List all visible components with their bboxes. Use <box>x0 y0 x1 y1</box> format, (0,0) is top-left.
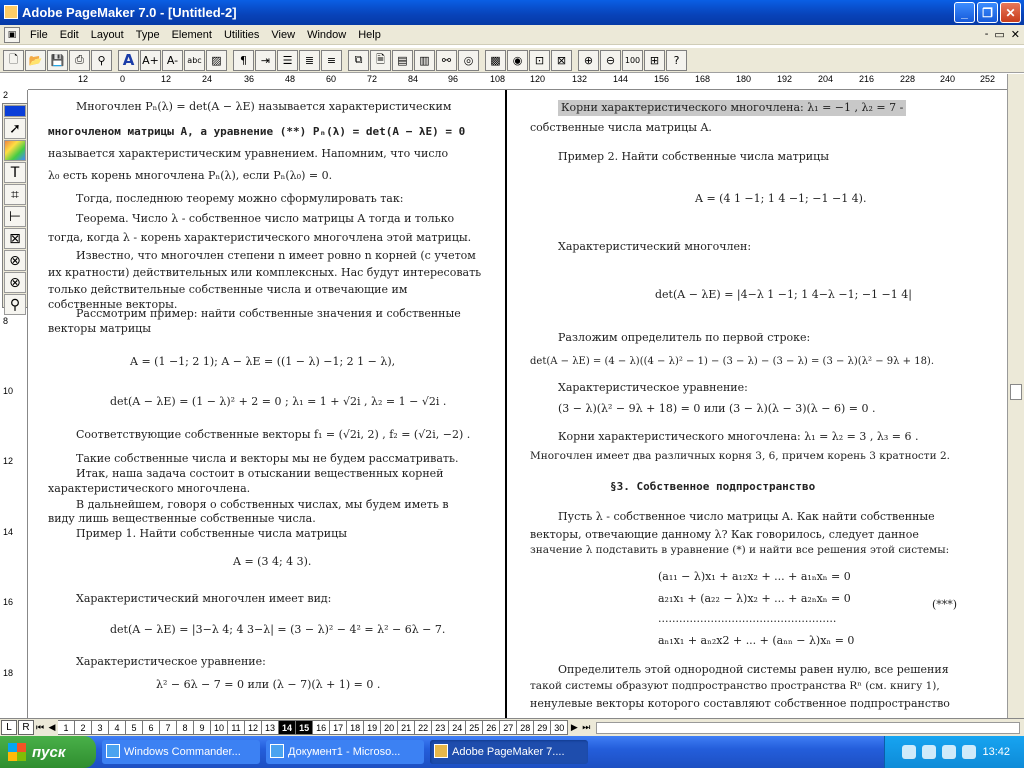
right-master-page[interactable]: R <box>18 720 34 735</box>
left-master-page[interactable]: L <box>1 720 17 735</box>
text-line: Известно, что многочлен степени n имеет ровно n корней (с учетом <box>76 249 476 262</box>
formula: A = (4 1 −1; 1 4 −1; −1 −1 4). <box>695 192 867 205</box>
rectangle-tool-icon[interactable]: ⊠ <box>4 228 26 249</box>
page-tab-active[interactable]: 14 <box>279 720 296 735</box>
ruler-label: 48 <box>285 74 296 84</box>
page-tab[interactable]: 26 <box>483 720 500 735</box>
pdf-export-icon[interactable]: ⊠ <box>551 50 572 71</box>
menu-view[interactable]: View <box>271 28 296 41</box>
paragraph-icon[interactable]: ¶ <box>233 50 254 71</box>
text-line: Рассмотрим пример: найти собственные значения и собственные <box>76 307 461 320</box>
ruler-label: 120 <box>530 74 546 84</box>
ruler-label: 252 <box>980 74 996 84</box>
doc-copy-icon[interactable]: ⧉ <box>348 50 369 71</box>
close-button[interactable]: ✕ <box>1000 2 1021 23</box>
text-line: собственные векторы. <box>48 298 178 311</box>
page-tab[interactable]: 23 <box>432 720 449 735</box>
formula: det(A − λE) = |3−λ 4; 4 3−λ| = (3 − λ)² − 4² = λ² − 6λ − 7. <box>110 623 446 636</box>
actual-size-icon[interactable]: 100 <box>622 50 643 71</box>
ruler-label: 96 <box>448 74 459 84</box>
ruler-label: 144 <box>613 74 629 84</box>
next-page-icon[interactable]: ▶ <box>570 722 578 732</box>
ruler-label: 240 <box>940 74 956 84</box>
globe-icon[interactable]: ◉ <box>507 50 528 71</box>
page-tab[interactable]: 16 <box>313 720 330 735</box>
page-tab[interactable]: 10 <box>211 720 228 735</box>
page-tab[interactable]: 12 <box>245 720 262 735</box>
text-line: характеристического многочлена. <box>48 482 251 495</box>
doc-index-icon[interactable]: ▥ <box>414 50 435 71</box>
start-button[interactable] <box>0 736 96 768</box>
doc-minimize-button[interactable]: - <box>984 28 989 40</box>
tray-icon[interactable] <box>922 745 936 759</box>
doc-book-icon[interactable]: ▤ <box>392 50 413 71</box>
text-tool-icon[interactable]: T <box>4 162 26 183</box>
ellipse-tool-icon[interactable]: ⊗ <box>4 250 26 271</box>
ruler-label: 12 <box>161 74 172 84</box>
window-title: Adobe PageMaker 7.0 - [Untitled-2] <box>22 5 237 20</box>
text-line: Характеристический многочлен: <box>558 240 752 253</box>
page-divider <box>505 90 507 718</box>
task-pagemaker[interactable] <box>430 740 588 764</box>
page-tab[interactable]: 28 <box>517 720 534 735</box>
horizontal-scrollbar[interactable] <box>596 722 1020 734</box>
menu-layout[interactable]: Layout <box>90 28 124 41</box>
ruler-label: 18 <box>3 668 14 678</box>
ruler-label: 168 <box>695 74 711 84</box>
document-canvas[interactable] <box>28 90 1007 718</box>
menu-utilities[interactable]: Utilities <box>223 28 260 41</box>
text-line: собственные числа матрицы A. <box>530 121 712 134</box>
doc-close-button[interactable]: ✕ <box>1010 29 1020 41</box>
ruler-label: 108 <box>490 74 506 84</box>
page-tab[interactable]: 2 <box>75 720 92 735</box>
minimize-button[interactable]: _ <box>954 2 975 23</box>
vertical-scrollbar[interactable] <box>1007 74 1024 718</box>
task-windows-commander[interactable] <box>102 740 260 764</box>
ruler-label: 12 <box>3 456 14 466</box>
ruler-label: 156 <box>654 74 670 84</box>
text-line: Многочлен имеет два различных корня 3, 6, причем корень 3 кратности 2. <box>530 450 950 462</box>
font-smaller-icon[interactable]: A- <box>162 50 183 71</box>
ruler-label: 2 <box>3 90 9 100</box>
text-line: В дальнейшем, говоря о собственных числах, мы будем иметь в <box>76 498 449 511</box>
tray-icon[interactable] <box>902 745 916 759</box>
ruler-label: 180 <box>736 74 752 84</box>
text-line: Разложим определитель по первой строке: <box>558 331 811 344</box>
formula: (3 − λ)(λ² − 9λ + 18) = 0 или (3 − λ)(λ − 3)(λ − 6) = 0 . <box>558 402 876 415</box>
ruler-label: 16 <box>3 597 14 607</box>
ruler-label: 216 <box>859 74 875 84</box>
page-tab[interactable]: 30 <box>551 720 568 735</box>
doc-restore-button[interactable]: ▭ <box>994 29 1005 41</box>
page-tab[interactable]: 29 <box>534 720 551 735</box>
stroke-icon[interactable]: ▨ <box>206 50 227 71</box>
formula: aₙ₁x₁ + aₙ₂x2 + ... + (aₙₙ − λ)xₙ = 0 <box>658 634 855 647</box>
task-app-icon <box>270 744 284 758</box>
text-line: виду лишь вещественные собственные числа. <box>48 512 316 525</box>
volume-icon[interactable] <box>962 745 976 759</box>
circle-icon[interactable]: ◎ <box>458 50 479 71</box>
ruler-label: 8 <box>3 316 9 326</box>
title-bar <box>0 0 1024 25</box>
task-app-icon <box>106 744 120 758</box>
ruler-label: 132 <box>572 74 588 84</box>
last-page-icon[interactable]: ⏭ <box>582 722 591 732</box>
prev-page-icon[interactable]: ◀ <box>48 722 56 732</box>
menu-element[interactable]: Element <box>171 28 212 41</box>
page-tab[interactable]: 18 <box>347 720 364 735</box>
page-tab[interactable]: 6 <box>143 720 160 735</box>
ruler-label: 36 <box>244 74 255 84</box>
ruler-label: 24 <box>202 74 213 84</box>
text-line-selected: Корни характеристического многочлена: λ₁ = −1 , λ₂ = 7 - <box>558 100 906 116</box>
ruler-label: 192 <box>777 74 793 84</box>
find-icon[interactable]: ⚲ <box>91 50 112 71</box>
crop-tool-icon[interactable]: ⌗ <box>4 184 26 205</box>
text-line: только действительные собственные числа и отвечающие им <box>48 283 408 296</box>
doc-page-icon[interactable]: 🗎 <box>370 50 391 71</box>
ruler-label: 84 <box>408 74 419 84</box>
main-toolbar <box>0 47 1024 73</box>
page-tab[interactable]: 7 <box>160 720 177 735</box>
indent-icon[interactable]: ≣ <box>299 50 320 71</box>
text-line: ненулевые векторы которого составляют собственное подпространство <box>530 697 950 710</box>
windows-logo-icon <box>8 743 26 761</box>
text-line: Характеристический многочлен имеет вид: <box>76 592 332 605</box>
formula: det(A − λE) = (4 − λ)((4 − λ)² − 1) − (3 − λ) − (3 − λ) = (3 − λ)(λ² − 9λ + 18). <box>530 356 935 367</box>
formula: a₂₁x₁ + (a₂₂ − λ)x₂ + ... + a₂ₙxₙ = 0 <box>658 592 851 605</box>
text-line: Пример 2. Найти собственные числа матрицы <box>558 150 829 163</box>
zoom-out-icon[interactable]: ⊖ <box>600 50 621 71</box>
page-tab[interactable]: 5 <box>126 720 143 735</box>
tabs-icon[interactable]: ⇥ <box>255 50 276 71</box>
link-icon[interactable]: ⚯ <box>436 50 457 71</box>
text-line: многочленом матрицы A, а уравнение (**) Pₙ(λ) = det(A − λE) = 0 <box>48 125 466 138</box>
text-line: Такие собственные числа и векторы мы не будем рассматривать. <box>76 452 459 465</box>
formula: ................................................... <box>658 612 837 625</box>
text-line: Характеристическое уравнение: <box>558 381 748 394</box>
ruler-label: 228 <box>900 74 916 84</box>
line-tool-icon[interactable]: ⊢ <box>4 206 26 227</box>
ruler-label: 204 <box>818 74 834 84</box>
page-navigation-bar <box>0 718 1024 736</box>
ruler-label: 10 <box>3 386 14 396</box>
text-line: такой системы образуют подпространство пространства Rⁿ (см. книгу 1), <box>530 680 940 692</box>
pdf-icon[interactable]: ⊡ <box>529 50 550 71</box>
text-line: Многочлен Pₙ(λ) = det(A − λE) называется характеристическим <box>76 100 452 113</box>
toolbox-title[interactable] <box>4 105 26 117</box>
text-line: тогда, когда λ - корень характеристического многочлена этой матрицы. <box>48 231 472 244</box>
equation-number: (***) <box>932 598 958 611</box>
text-line: Тогда, последнюю теорему можно сформулировать так: <box>76 192 404 205</box>
text-line: значение λ подставить в уравнение (*) и найти все решения этой системы: <box>530 544 950 556</box>
start-label: пуск <box>32 743 66 761</box>
page-tab[interactable]: 4 <box>109 720 126 735</box>
task-label: Документ1 - Microso... <box>288 746 401 758</box>
task-word-document[interactable] <box>266 740 424 764</box>
page-tab[interactable]: 9 <box>194 720 211 735</box>
text-line: Теорема. Число λ - собственное число матрицы A тогда и только <box>76 212 455 225</box>
toolbox-palette <box>2 103 28 313</box>
page-tab[interactable]: 1 <box>58 720 75 735</box>
page-tab[interactable]: 22 <box>415 720 432 735</box>
formula: A = (1 −1; 2 1); A − λE = ((1 − λ) −1; 2 1 − λ), <box>130 355 396 368</box>
ruler-label: 60 <box>326 74 337 84</box>
task-label: Windows Commander... <box>124 746 241 758</box>
outdent-icon[interactable]: ≡ <box>321 50 342 71</box>
page-tab[interactable]: 21 <box>398 720 415 735</box>
taskbar <box>0 736 1024 768</box>
text-line: векторы матрицы <box>48 322 151 335</box>
menu-help[interactable]: Help <box>358 28 381 41</box>
clock[interactable]: 13:42 <box>982 746 1010 758</box>
app-icon[interactable] <box>4 5 18 19</box>
page-tab[interactable]: 11 <box>228 720 245 735</box>
text-line: λ₀ есть корень многочлена Pₙ(λ), если Pₙ(λ₀) = 0. <box>48 169 333 182</box>
text-line: векторы, отвечающие данному λ? Как говорилось, следует данное <box>530 528 919 541</box>
menu-bar <box>0 25 1024 45</box>
formula: A = (3 4; 4 3). <box>233 555 312 568</box>
page-tab[interactable]: 3 <box>92 720 109 735</box>
first-page-icon[interactable]: ⏮ <box>35 722 45 732</box>
text-line: Пример 1. Найти собственные числа матрицы <box>76 527 347 540</box>
scroll-thumb[interactable] <box>1010 384 1022 400</box>
text-line: Характеристическое уравнение: <box>76 655 266 668</box>
ruler-label: 14 <box>3 527 14 537</box>
ruler-label: 0 <box>120 74 126 84</box>
text-line: Соответствующие собственные векторы f₁ = (√2i, 2) , f₂ = (√2i, −2) . <box>76 428 471 441</box>
print-icon[interactable]: ⎙ <box>69 50 90 71</box>
horizontal-ruler <box>28 74 1008 90</box>
page-tab-active[interactable]: 15 <box>296 720 313 735</box>
text-line: Пусть λ - собственное число матрицы A. Как найти собственные <box>558 510 935 523</box>
color-tool-icon[interactable] <box>4 140 26 161</box>
menu-window[interactable]: Window <box>307 28 347 41</box>
formula: λ² − 6λ − 7 = 0 или (λ − 7)(λ + 1) = 0 . <box>156 678 381 691</box>
page-tab[interactable]: 24 <box>449 720 466 735</box>
text-line: Определитель этой однородной системы равен нулю, все решения <box>558 663 949 676</box>
system-tray <box>884 736 1024 768</box>
page-tab[interactable]: 20 <box>381 720 398 735</box>
page-tab[interactable]: 13 <box>262 720 279 735</box>
page-tab[interactable]: 27 <box>500 720 517 735</box>
fit-window-icon[interactable]: ⊞ <box>644 50 665 71</box>
help-icon[interactable]: ? <box>666 50 687 71</box>
bullets-icon[interactable]: ☰ <box>277 50 298 71</box>
doc-menu-icon[interactable]: ▣ <box>4 27 20 43</box>
text-line: Итак, наша задача состоит в отыскании вещественных корней <box>76 467 444 480</box>
tray-icon[interactable] <box>942 745 956 759</box>
pointer-tool-icon[interactable]: ➚ <box>4 118 26 139</box>
page-tab[interactable]: 25 <box>466 720 483 735</box>
font-larger-icon[interactable]: A+ <box>140 50 161 71</box>
zoom-in-icon[interactable]: ⊕ <box>578 50 599 71</box>
page-tab[interactable]: 17 <box>330 720 347 735</box>
menu-edit[interactable]: Edit <box>59 28 79 41</box>
polygon-tool-icon[interactable]: ⊗ <box>4 272 26 293</box>
font-icon[interactable]: A <box>118 50 139 71</box>
text-line: Корни характеристического многочлена: λ₁ = λ₂ = 3 , λ₃ = 6 . <box>558 430 919 443</box>
ruler-label: 72 <box>367 74 378 84</box>
page-tab[interactable]: 19 <box>364 720 381 735</box>
text-line: их кратности) действительных или комплексных. Нас будут интересовать <box>48 266 482 279</box>
menu-type[interactable]: Type <box>135 28 160 41</box>
page-tab[interactable]: 8 <box>177 720 194 735</box>
save-icon[interactable]: 💾 <box>47 50 68 71</box>
task-label: Adobe PageMaker 7.... <box>452 746 565 758</box>
menu-file[interactable]: File <box>30 28 48 41</box>
spell-check-icon[interactable]: abc <box>184 50 205 71</box>
formula: (a₁₁ − λ)x₁ + a₁₂x₂ + ... + a₁ₙxₙ = 0 <box>658 570 851 583</box>
task-app-icon <box>434 744 448 758</box>
formula: det(A − λE) = (1 − λ)² + 2 = 0 ; λ₁ = 1 + √2i , λ₂ = 1 − √2i . <box>110 395 447 408</box>
formula: det(A − λE) = |4−λ 1 −1; 1 4−λ −1; −1 −1 4| <box>655 288 912 301</box>
section-heading: §3. Собственное подпространство <box>610 480 816 493</box>
zoom-tool-icon[interactable]: ⚲ <box>4 294 26 315</box>
maximize-button[interactable]: ❐ <box>977 2 998 23</box>
new-icon[interactable]: 🗋 <box>3 50 24 71</box>
text-line: называется характеристическим уравнением. Напомним, что число <box>48 147 449 160</box>
image-icon[interactable]: ▩ <box>485 50 506 71</box>
ruler-label: 12 <box>78 74 89 84</box>
open-icon[interactable]: 📂 <box>25 50 46 71</box>
